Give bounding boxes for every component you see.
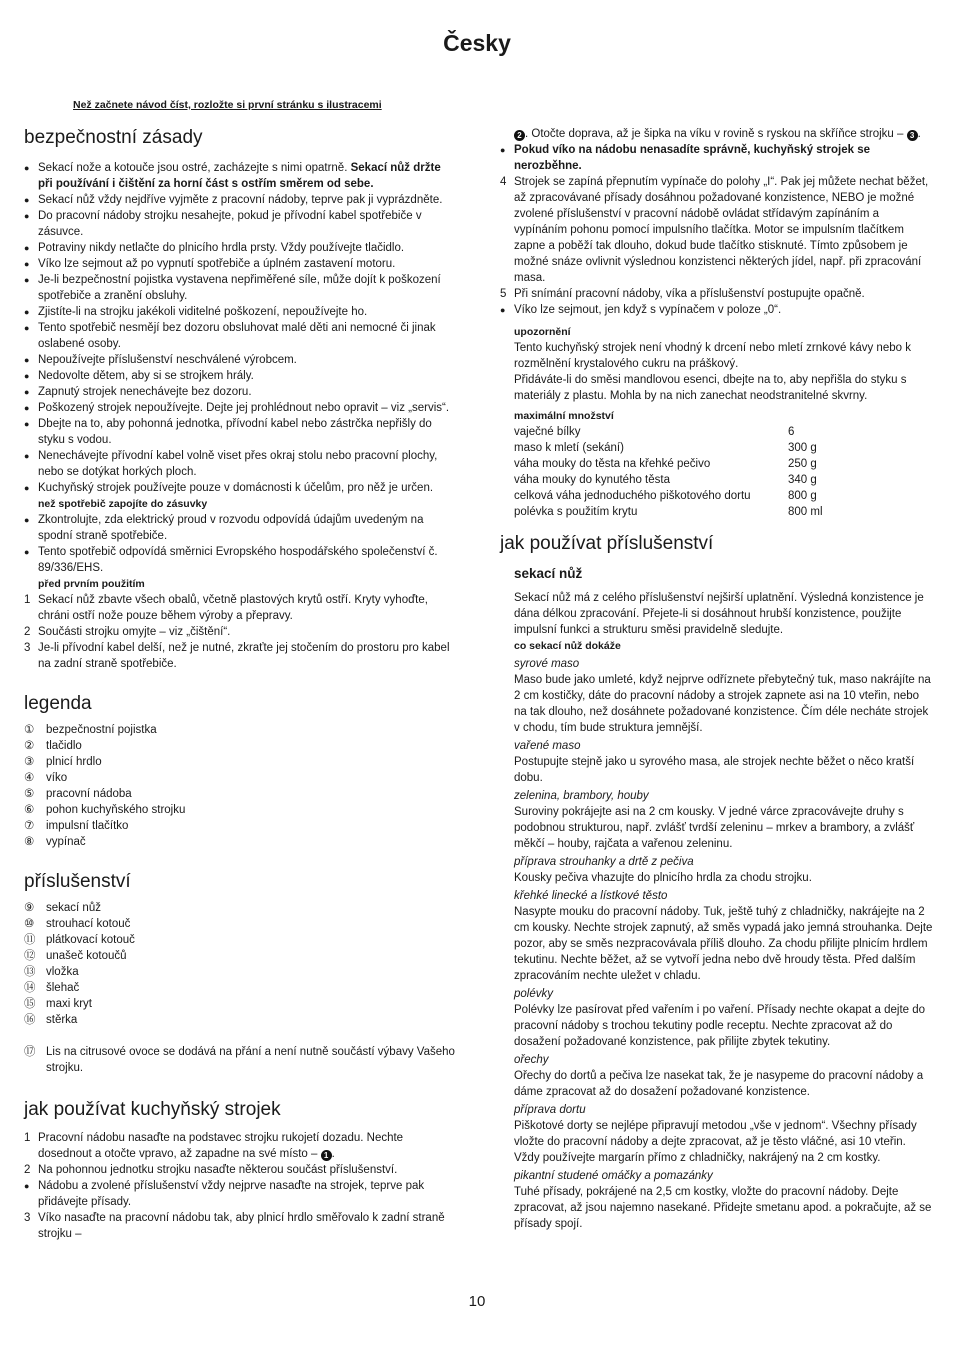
use-heading: ořechy xyxy=(514,1054,549,1066)
accessory-item xyxy=(24,932,458,948)
accessory-item xyxy=(24,948,458,964)
safety-bullet: ● Nedovolte dětem, aby si se strojkem hrály. xyxy=(24,368,458,384)
safety-bullet: ● Nenechávejte přívodní kabel volně viset přes okraj stolu nebo pracovní plochy, nebo se dotýkat horkých ploch. xyxy=(24,448,458,480)
use-heading: vařené maso xyxy=(514,740,581,752)
max-item: polévka s použitím krytu xyxy=(514,506,638,518)
use-heading: zelenina, brambory, houby xyxy=(514,790,649,802)
legend-item-label: bezpečnostní pojistka xyxy=(46,724,157,736)
max-value: 300 g xyxy=(788,442,817,454)
step-3-badge-icon: 3 xyxy=(907,130,918,141)
accessory-item xyxy=(24,964,458,980)
accessory-item-label: vložka xyxy=(46,966,79,978)
blade-title: sekací nůž xyxy=(514,566,583,581)
right-column xyxy=(500,126,934,1232)
legend-item-number: ⑦ xyxy=(24,820,35,832)
can-do-title: co sekací nůž dokáže xyxy=(514,640,621,652)
use-text: Kousky pečiva vhazujte do plnicího hrdla za chodu strojku. xyxy=(514,872,812,884)
legend-item xyxy=(24,722,458,738)
legend-item xyxy=(24,818,458,834)
safety-bullet: ● Je-li bezpečnostní pojistka vystavena nepřiměřené síle, může dojít k poškození spotřebiče a zranění obsluhy. xyxy=(24,272,458,304)
legend-item xyxy=(24,834,458,850)
legend-heading: legenda xyxy=(24,693,92,714)
max-value: 340 g xyxy=(788,474,817,486)
usage-bullet: ● Nádobu a zvolené příslušenství vždy nejprve nasaďte na strojek, teprve pak přidávejte přísady. xyxy=(24,1178,458,1210)
use-heading: příprava dortu xyxy=(514,1104,586,1116)
accessory-item xyxy=(24,916,458,932)
step-1-badge-icon: 1 xyxy=(321,1150,332,1161)
safety-bullet: ● Zkontrolujte, zda elektrický proud v rozvodu odpovídá údajům uvedeným na spodní straně spotřebiče. xyxy=(24,512,458,544)
use-text: Suroviny pokrájejte asi na 2 cm kousky. V jedné várce zpracovávejte druhy s podobnou strukturou, např. zvlášť tvrdší zeleninu – mrkev a brambory, a zvlášť měkčí – houby, rajčata a vařenou zeleninu. xyxy=(514,806,915,850)
legend-item xyxy=(24,802,458,818)
safety-bullet: ● Dbejte na to, aby pohonná jednotka, přívodní kabel nebo zástrčka nepřišly do styku s vodou. xyxy=(24,416,458,448)
left-column xyxy=(24,126,458,1242)
legend-item-number: ③ xyxy=(24,756,35,768)
accessory-item-label: stěrka xyxy=(46,1014,78,1026)
use-text: Nasypte mouku do pracovní nádoby. Tuk, ještě tuhý z chladničky, nakrájejte na 2 cm kousky. Nechte strojek zapnutý, až směs vypadá jako jemná strouhanka. Dejte pozor, aby se směs nezpracovávala příliš dlouho. Za chodu přilijte plnicím hrdlem tekutinu. Nechte běžet, až se vytvoří jedna nebo dvě hroudy těsta. Před dalším zpracováním nechte uležet v chladu. xyxy=(514,906,933,982)
warning-title: upozornění xyxy=(514,326,571,338)
numbered-step: 1 Pracovní nádobu nasaďte na podstavec strojku rukojetí dozadu. Nechte dosednout a otočte vpravo, až zapadne na své místo – 1 . xyxy=(24,1132,404,1160)
subheading: před prvním použitím xyxy=(38,578,145,590)
max-row xyxy=(514,504,823,520)
numbered-step: 1 Sekací nůž zbavte všech obalů, včetně plastových krytů ostří. Kryty vyhoďte, chráni ostří nože pouze během výroby a přepravy. xyxy=(24,594,428,622)
numbered-step: 2 Součásti strojku omyjte – viz „čištění“. xyxy=(24,626,231,638)
numbered-step: 3 Je-li přívodní kabel delší, než je nutné, zkraťte jej stočením do prostoru pro kabel na zadní straně spotřebiče. xyxy=(24,642,450,670)
use-heading: polévky xyxy=(514,988,553,1000)
use-text: Piškotové dorty se nejlépe připravují metodou „vše v jednom“. Všechny přísady vložte do pracovní nádoby a dejte zpracovat, až je těsto vláčné, asi 10 vteřin. Vždy používejte margarín přímo z chladničky, nakrájený na 2 cm kostky. xyxy=(514,1120,917,1164)
legend-item-number: ⑧ xyxy=(24,836,35,848)
accessory-item-number: ⑮ xyxy=(24,998,36,1010)
accessory-item xyxy=(24,980,458,996)
safety-bullet: ● Tento spotřebič nesmějí bez dozoru obsluhovat malé děti ani nemocné či jinak oslabené osoby. xyxy=(24,320,458,352)
safety-bullet: ● Tento spotřebič odpovídá směrnici Evropského hospodářského společenství č. 89/336/EHS. xyxy=(24,544,458,576)
accessory-item-number: ⑬ xyxy=(24,966,36,978)
use-text: Tuhé přísady, pokrájené na 2,5 cm kostky, vložte do pracovní nádoby. Dejte zpracovat, až jsou najemno nasekané. Přidejte smetanu apod. a pokračujte, až se přísady spojí. xyxy=(514,1186,932,1230)
accessories-list xyxy=(24,900,458,1028)
accessory-item xyxy=(24,996,458,1012)
max-value: 800 g xyxy=(788,490,817,502)
step-2-badge-icon: 2 xyxy=(514,130,525,141)
step-3-continued: 2 . Otočte doprava, až je šipka na víku v rovině s ryskou na skříňce strojku – 3 . xyxy=(500,126,934,142)
max-item: maso k mletí (sekání) xyxy=(514,442,624,454)
safety-heading: bezpečnostní zásady xyxy=(24,127,203,148)
numbered-step: 3 Víko nasaďte na pracovní nádobu tak, aby plnicí hrdlo směřovalo k zadní straně strojku – xyxy=(24,1212,445,1240)
safety-bullet: ● Zapnutý strojek nenechávejte bez dozoru. xyxy=(24,384,458,400)
legend-item-label: impulsní tlačítko xyxy=(46,820,129,832)
accessory-extra: ⑰ Lis na citrusové ovoce se dodává na přání a není nutně součástí výbavy Vašeho strojku. xyxy=(24,1046,455,1074)
legend-item-label: plnicí hrdlo xyxy=(46,756,102,768)
max-value: 6 xyxy=(788,426,795,438)
legend-item xyxy=(24,770,458,786)
max-item: vaječné bílky xyxy=(514,426,581,438)
legend-item-number: ⑤ xyxy=(24,788,35,800)
max-value: 800 ml xyxy=(788,506,823,518)
safety-bullet: ● Nepoužívejte příslušenství neschválené výrobcem. xyxy=(24,352,458,368)
blade-intro: Sekací nůž má z celého příslušenství nejširší uplatnění. Výsledná konzistence je dána délkou zpracování. Přejete-li si dosáhnout hrubší konzistence, použijte impulsní funkci a strukturu směsi pravidelně sledujte. xyxy=(514,592,924,636)
max-item: váha mouky do kynutého těsta xyxy=(514,474,670,486)
accessories-heading: příslušenství xyxy=(24,871,131,892)
safety-bullet: ● Do pracovní nádoby strojku nesahejte, pokud je přívodní kabel spotřebiče v zásuvce. xyxy=(24,208,458,240)
max-item: celková váha jednoduchého piškotového dortu xyxy=(514,490,751,502)
accessory-item-label: unašeč kotoučů xyxy=(46,950,127,962)
blade-uses xyxy=(500,656,934,1232)
legend-item xyxy=(24,754,458,770)
max-value: 250 g xyxy=(788,458,817,470)
safety-bullet: ● Poškozený strojek nepoužívejte. Dejte jej prohlédnout nebo opravit – viz „servis“. xyxy=(24,400,458,416)
legend-item-label: vypínač xyxy=(46,836,86,848)
safety-bullet: ● Kuchyňský strojek používejte pouze v domácnosti k účelům, pro něž je určen. xyxy=(24,480,458,496)
legend-item-number: ④ xyxy=(24,772,35,784)
max-quantity-table xyxy=(514,424,823,520)
max-item: váha mouky do těsta na křehké pečivo xyxy=(514,458,711,470)
usage-bullet: ● Pokud víko na nádobu nenasadíte správně, kuchyňský strojek se nerozběhne. xyxy=(500,142,934,174)
accessory-item-label: šlehač xyxy=(46,982,80,994)
numbered-step: 4 Strojek se zapíná přepnutím vypínače do polohy „I“. Pak jej můžete nechat běžet, až zpracovávané přísady dosáhnou požadované konzistence, NEBO je možné zvolené příslušenství v pracovní nádobě ovládat střídavým zapínáním a vypínáním pohonu pomocí impulsního tlačítka. Motor se impulsním tlačítkem zapne a poběží tak dlouho, dokud bude tlačítko stisknuté. Tímto způsobem je možné snáze ovlivnit výslednou konzistenci některých jídel, např. při zpracování masa. xyxy=(500,176,929,284)
legend-item xyxy=(24,786,458,802)
page-title: Česky xyxy=(443,30,511,56)
max-title: maximální množství xyxy=(514,410,614,422)
accessory-item-number: ⑩ xyxy=(24,918,35,930)
usage-bullet: ● Víko lze sejmout, jen když s vypínačem v poloze „0“. xyxy=(500,302,934,318)
usage-heading: jak používat kuchyňský strojek xyxy=(24,1099,281,1120)
legend-item-number: ① xyxy=(24,724,35,736)
use-heading: pikantní studené omáčky a pomazánky xyxy=(514,1170,713,1182)
legend-item-label: tlačidlo xyxy=(46,740,82,752)
safety-bullet: ● Sekací nože a kotouče jsou ostré, zacházejte s nimi opatrně. Sekací nůž držte při používání i čištění za horní část s ostřím směrem od sebe. xyxy=(24,160,458,192)
accessory-item-number: ⑫ xyxy=(24,950,36,962)
use-text: Polévky lze pasírovat před vařením i po vaření. Přísady nechte okapat a dejte do pracovní nádoby s trochou tekutiny podle receptu. Nechte zpracovat až do dosažení požadované konzistence, pak přilijte zbytek tekutiny. xyxy=(514,1004,926,1048)
legend-item xyxy=(24,738,458,754)
accessory-item-number: ⑭ xyxy=(24,982,36,994)
numbered-step: 2 Na pohonnou jednotku strojku nasaďte některou součást příslušenství. xyxy=(24,1164,398,1176)
max-row xyxy=(514,472,823,488)
max-row xyxy=(514,440,823,456)
legend-item-label: pracovní nádoba xyxy=(46,788,132,800)
max-row xyxy=(514,456,823,472)
accessory-item xyxy=(24,1012,458,1028)
accessory-item xyxy=(24,900,458,916)
legend-list xyxy=(24,722,458,850)
accessory-item-label: plátkovací kotouč xyxy=(46,934,135,946)
safety-bullet: ● Zjistíte-li na strojku jakékoli viditelné poškození, nepoužívejte ho. xyxy=(24,304,458,320)
legend-item-label: víko xyxy=(46,772,68,784)
use-text: Ořechy do dortů a pečiva lze nasekat tak, že je nasypeme do pracovní nádoby a dáme zpracovat až do dosažení požadované konzistence. xyxy=(514,1070,924,1098)
page-number: 10 xyxy=(468,1293,486,1310)
accessory-item-number: ⑪ xyxy=(24,934,36,946)
accessory-item-label: strouhací kotouč xyxy=(46,918,131,930)
use-text: Maso bude jako umleté, když nejprve odříznete přebytečný tuk, maso nakrájíte na 2 cm kostičky, dáte do pracovní nádoby a strojek zapnete asi na 10 vteřin, nebo na tak dlouho, než dosáhnete požadované konzistence. Čím déle necháte strojek v chodu, tím bude struktura jemnější. xyxy=(514,674,931,734)
intro-note: Než začnete návod číst, rozložte si první stránku s ilustracemi xyxy=(73,99,382,111)
legend-item-number: ⑥ xyxy=(24,804,35,816)
accessory-item-number: ⑯ xyxy=(24,1014,36,1026)
max-row xyxy=(514,424,823,440)
use-heading: křehké linecké a lístkové těsto xyxy=(514,890,668,902)
accessory-item-number: ⑨ xyxy=(24,902,35,914)
use-heading: příprava strouhanky a drtě z pečiva xyxy=(514,856,694,868)
safety-bullet: ● Víko lze sejmout až po vypnutí spotřebiče a úplném zastavení motoru. xyxy=(24,256,458,272)
subheading: než spotřebič zapojíte do zásuvky xyxy=(38,498,208,510)
numbered-step: 5 Při snímání pracovní nádoby, víka a příslušenství postupujte opačně. xyxy=(500,288,865,300)
accessory-item-label: maxi kryt xyxy=(46,998,92,1010)
safety-bullet: ● Potraviny nikdy netlačte do plnicího hrdla prsty. Vždy používejte tlačidlo. xyxy=(24,240,458,256)
acc-use-heading: jak používat příslušenství xyxy=(500,533,714,554)
use-heading: syrové maso xyxy=(514,658,580,670)
warning-text: Přidáváte-li do směsi mandlovou esenci, dbejte na to, aby nepřišla do styku s materiály z plastu. Mohla by na nich zanechat neodstranitelné skvrny. xyxy=(514,374,907,402)
max-row xyxy=(514,488,823,504)
accessory-item-label: sekací nůž xyxy=(46,902,101,914)
safety-bullet: ● Sekací nůž vždy nejdříve vyjměte z pracovní nádoby, teprve pak ji vyprázdněte. xyxy=(24,192,458,208)
legend-item-label: pohon kuchyňského strojku xyxy=(46,804,186,816)
use-text: Postupujte stejně jako u syrového masa, ale strojek nechte běžet o něco kratší dobu. xyxy=(514,756,915,784)
legend-item-number: ② xyxy=(24,740,35,752)
warning-text: Tento kuchyňský strojek není vhodný k drcení nebo mletí zrnkové kávy nebo k rozmělnění krystalového cukru na práškový. xyxy=(514,342,911,370)
